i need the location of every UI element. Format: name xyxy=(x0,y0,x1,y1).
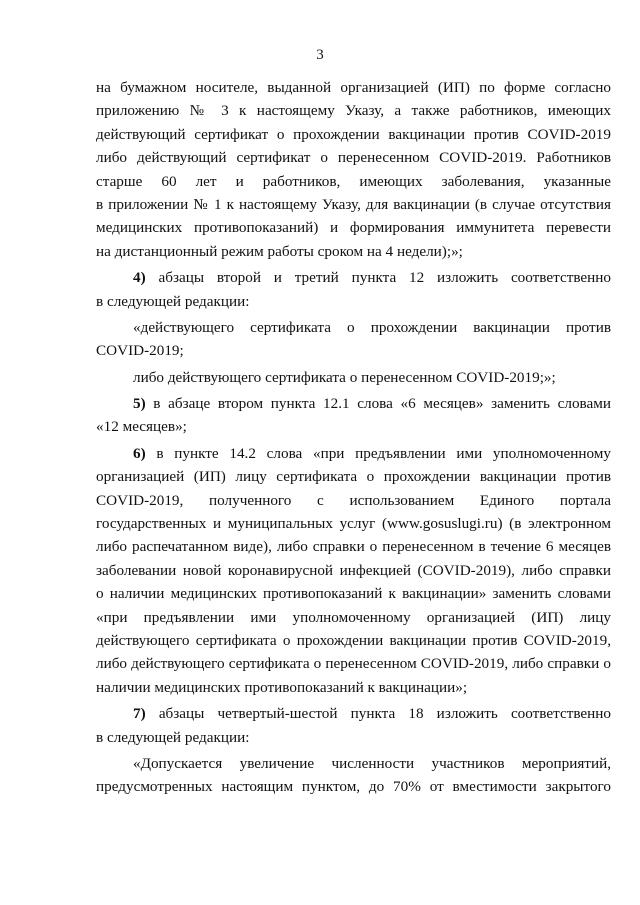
text-line xyxy=(96,193,611,216)
line-text: «12 месяцев»; xyxy=(96,418,187,436)
text-line xyxy=(96,266,611,289)
item-number: 5) xyxy=(133,395,146,413)
text-line xyxy=(96,752,611,775)
text-line xyxy=(96,170,611,193)
text-line xyxy=(96,775,611,798)
document-body xyxy=(96,76,611,799)
line-text: либо распечатанном виде), либо справки о перенесенном в течение 6 месяцев xyxy=(96,538,611,556)
text-line xyxy=(96,392,611,415)
text-line xyxy=(96,489,611,512)
line-text: в пункте 14.2 слова «при предъявлении ими уполномоченному xyxy=(156,444,611,462)
text-line xyxy=(96,290,611,313)
text-line xyxy=(96,559,611,582)
line-text: либо действующего сертификата о перенесенном COVID-2019;»; xyxy=(133,368,556,386)
text-line xyxy=(96,512,611,535)
text-line xyxy=(96,629,611,652)
line-text: медицинских противопоказаний) и формирования иммунитета перевести xyxy=(96,219,611,237)
text-line xyxy=(96,316,611,339)
text-line xyxy=(96,146,611,169)
line-text: либо действующий сертификат о перенесенном COVID-2019. Работников xyxy=(96,149,611,167)
line-text: COVID-2019; xyxy=(96,342,184,360)
line-text: на дистанционный режим работы сроком на 4 недели);»; xyxy=(96,242,463,260)
line-text: либо действующего сертификата о перенесенном COVID-2019, либо справки о xyxy=(96,655,611,673)
text-line xyxy=(96,339,611,362)
text-line xyxy=(96,99,611,122)
item-number: 6) xyxy=(133,444,146,462)
text-line xyxy=(96,652,611,675)
text-line xyxy=(96,582,611,605)
line-text: COVID-2019, полученного с использованием Единого портала xyxy=(96,491,611,509)
text-line xyxy=(96,123,611,146)
line-text: организацией (ИП) лицу сертификата о прохождении вакцинации против xyxy=(96,468,611,486)
line-text: действующий сертификат о прохождении вакцинации против COVID-2019 xyxy=(96,125,611,143)
line-text: «действующего сертификата о прохождении вакцинации против xyxy=(133,318,611,336)
text-line xyxy=(96,702,611,725)
line-text: абзацы четвертый-шестой пункта 18 изложить соответственно xyxy=(158,705,611,723)
page-number: 3 xyxy=(316,47,324,63)
line-text: старше 60 лет и работников, имеющих заболевания, указанные xyxy=(96,172,611,190)
text-line xyxy=(96,76,611,99)
text-line xyxy=(96,535,611,558)
line-text: предусмотренных настоящим пунктом, до 70% от вместимости закрытого xyxy=(96,778,611,796)
line-text: приложению № 3 к настоящему Указу, а также работников, имеющих xyxy=(96,102,611,120)
line-text: в следующей редакции: xyxy=(96,292,250,310)
text-line xyxy=(96,216,611,239)
line-text: в приложении № 1 к настоящему Указу, для вакцинации (в случае отсутствия xyxy=(96,195,611,213)
text-line xyxy=(96,726,611,749)
item-number: 7) xyxy=(133,705,146,723)
line-text: наличии медицинских противопоказаний к вакцинации»; xyxy=(96,678,468,696)
text-line xyxy=(96,465,611,488)
text-line xyxy=(96,676,611,699)
line-text: государственных и муниципальных услуг (www.gosuslugi.ru) (в электронном xyxy=(96,515,611,533)
line-text: в абзаце втором пункта 12.1 слова «6 месяцев» заменить словами xyxy=(153,395,611,413)
item-number: 4) xyxy=(133,269,146,287)
line-text: о наличии медицинских противопоказаний к вакцинации» заменить словами xyxy=(96,585,611,603)
line-text: заболевании новой коронавирусной инфекцией (COVID-2019), либо справки xyxy=(96,561,611,579)
text-line xyxy=(96,442,611,465)
text-line xyxy=(96,240,611,263)
text-line xyxy=(96,415,611,438)
line-text: в следующей редакции: xyxy=(96,728,250,746)
line-text: действующего сертификата о прохождении вакцинации против COVID-2019, xyxy=(96,631,611,649)
text-line xyxy=(96,606,611,629)
text-line xyxy=(96,366,611,389)
line-text: абзацы второй и третий пункта 12 изложить соответственно xyxy=(158,269,611,287)
line-text: на бумажном носителе, выданной организацией (ИП) по форме согласно xyxy=(96,79,611,96)
line-text: «при предъявлении ими уполномоченному организацией (ИП) лицу xyxy=(96,608,611,626)
line-text: «Допускается увеличение численности участников мероприятий, xyxy=(133,754,611,772)
